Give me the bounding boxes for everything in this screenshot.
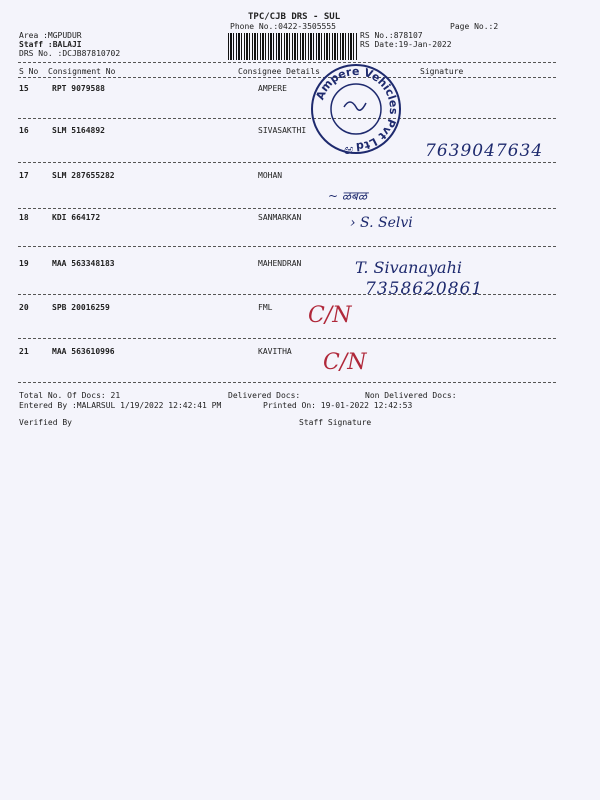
staff-label: Staff :BALAJI <box>19 40 82 49</box>
total-docs: Total No. Of Docs: 21 <box>19 391 121 400</box>
col-consignee: Consignee Details <box>238 67 320 76</box>
row-consignee: MOHAN <box>258 171 283 180</box>
row-consignment: SLM 287655282 <box>52 171 115 180</box>
row-sno: 17 <box>19 171 29 180</box>
row-divider <box>18 162 556 163</box>
handwritten-signature: ~ ळबळ <box>328 189 367 203</box>
row-sno: 15 <box>19 84 29 93</box>
row-consignee: KAVITHA <box>258 347 292 356</box>
row-sno: 18 <box>19 213 29 222</box>
col-signature: Signature <box>420 67 464 76</box>
staff-signature: Staff Signature <box>299 418 372 427</box>
row-divider <box>18 208 556 209</box>
row-consignment: KDI 664172 <box>52 213 101 222</box>
printed-on: Printed On: 19-01-2022 12:42:53 <box>263 401 413 410</box>
row-consignment: SPB 20016259 <box>52 303 110 312</box>
row-divider <box>18 338 556 339</box>
row-consignee: FML <box>258 303 273 312</box>
row-sno: 16 <box>19 126 29 135</box>
divider <box>18 77 556 78</box>
row-sno: 20 <box>19 303 29 312</box>
rs-number: RS No.:878107 <box>360 31 423 40</box>
entered-by: Entered By :MALARSUL 1/19/2022 12:42:41 PM <box>19 401 222 410</box>
divider <box>18 382 556 383</box>
drs-number: DRS No. :DCJB87810702 <box>19 49 121 58</box>
handwritten-cn-mark: C/N <box>308 303 352 328</box>
row-consignment: MAA 563348183 <box>52 259 115 268</box>
area-label: Area :MGPUDUR <box>19 31 82 40</box>
row-consignee: SANMARKAN <box>258 213 302 222</box>
col-sno: S No <box>19 67 39 76</box>
row-consignment: SLM 5164892 <box>52 126 105 135</box>
handwritten-cn-mark: C/N <box>323 350 367 375</box>
row-divider <box>18 246 556 247</box>
page-number: Page No.:2 <box>450 22 499 31</box>
company-stamp <box>310 63 402 155</box>
row-consignment: RPT 9079588 <box>52 84 105 93</box>
handwritten-signature: › S. Selvi <box>350 215 413 231</box>
handwritten-phone: 7639047634 <box>425 141 544 161</box>
barcode <box>228 33 358 60</box>
row-consignee: AMPERE <box>258 84 287 93</box>
non-delivered-docs: Non Delivered Docs: <box>365 391 457 400</box>
divider <box>18 62 556 63</box>
phone-number: Phone No.:0422-3505555 <box>230 22 336 31</box>
row-consignee: MAHENDRAN <box>258 259 302 268</box>
stamp-signature <box>344 102 366 110</box>
col-consignment: Consignment No <box>48 67 116 76</box>
row-consignee: SIVASAKTHI <box>258 126 307 135</box>
rs-date: RS Date:19-Jan-2022 <box>360 40 452 49</box>
handwritten-name: T. Sivanayahi <box>355 258 462 277</box>
report-title: TPC/CJB DRS - SUL <box>248 12 341 22</box>
delivered-docs: Delivered Docs: <box>228 391 301 400</box>
row-sno: 19 <box>19 259 29 268</box>
handwritten-phone: 7358620861 <box>365 279 484 299</box>
verified-by: Verified By <box>19 418 72 427</box>
row-consignment: MAA 563610996 <box>52 347 115 356</box>
stamp-text: Ampere Vehicles Pvt Ltd <box>313 64 401 154</box>
row-sno: 21 <box>19 347 29 356</box>
row-divider <box>18 118 556 119</box>
handwritten-initials: ಅ <box>343 142 353 158</box>
